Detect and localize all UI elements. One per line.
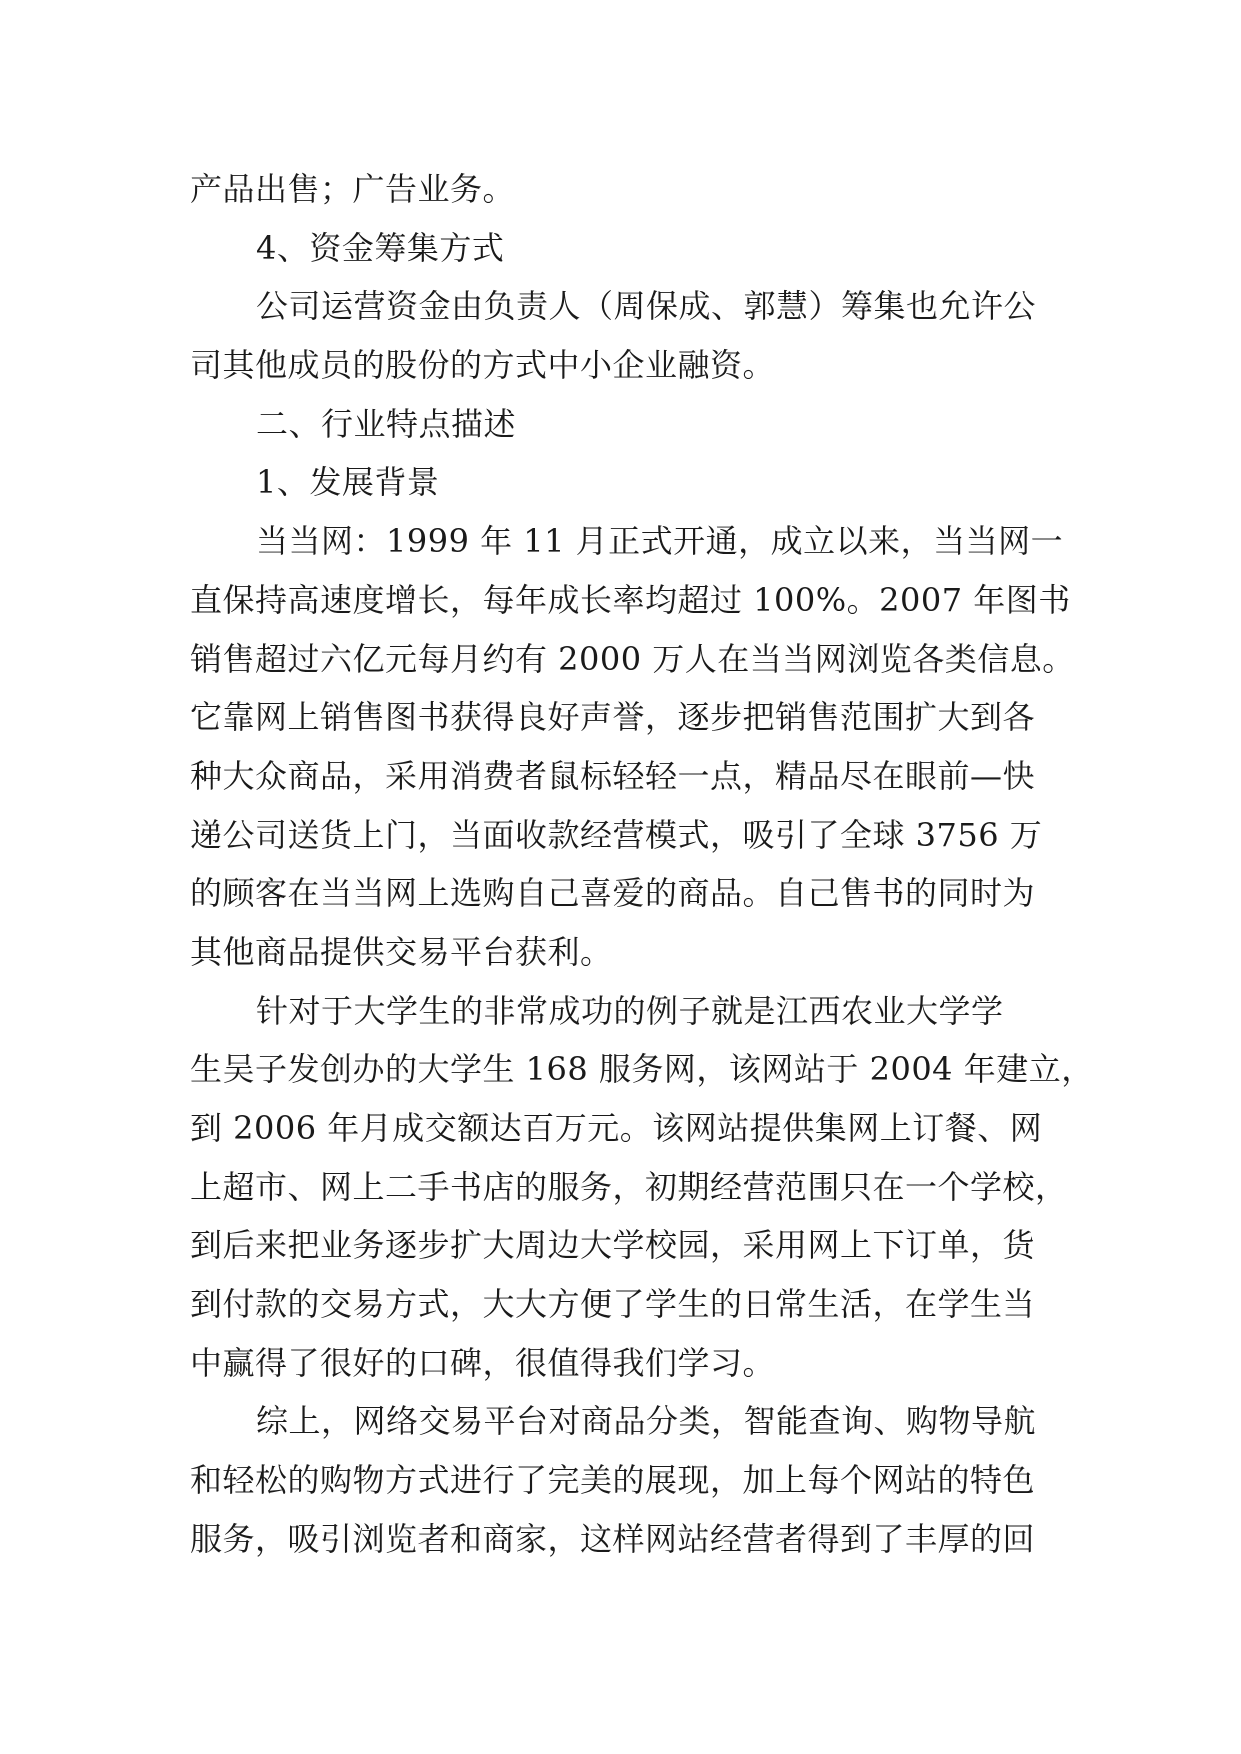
text-line: 的顾客在当当网上选购自己喜爱的商品。自己售书的同时为: [190, 874, 1036, 913]
text-line: 上超市、网上二手书店的服务，初期经营范围只在一个学校，: [190, 1167, 1068, 1206]
text-line: 其他商品提供交易平台获利。: [190, 932, 613, 971]
text-line: 当当网：1999 年 11 月正式开通，成立以来，当当网一: [256, 522, 1064, 561]
text-line: 直保持高速度增长，每年成长率均超过 100%。2007 年图书: [190, 580, 1071, 619]
text-line: 销售超过六亿元每月约有 2000 万人在当当网浏览各类信息。: [190, 639, 1075, 678]
text-line: 递公司送货上门，当面收款经营模式，吸引了全球 3756 万: [190, 815, 1043, 854]
text-line: 服务，吸引浏览者和商家，这样网站经营者得到了丰厚的回: [190, 1519, 1036, 1558]
section-heading: 二、行业特点描述: [256, 404, 517, 443]
text-line: 种大众商品，采用消费者鼠标轻轻一点，精品尽在眼前—快: [190, 756, 1036, 795]
text-line: 针对于大学生的非常成功的例子就是江西农业大学学: [256, 991, 1004, 1030]
text-line: 产品出售；广告业务。: [190, 170, 516, 208]
text-line: 到后来把业务逐步扩大周边大学校园，采用网上下订单，货: [190, 1226, 1036, 1265]
text-line: 司其他成员的股份的方式中小企业融资。: [190, 346, 776, 385]
text-line: 综上，网络交易平台对商品分类，智能查询、购物导航: [256, 1402, 1037, 1441]
text-line: 公司运营资金由负责人（周保成、郭慧）筹集也允许公: [256, 287, 1037, 326]
section-heading: 4、资金筹集方式: [256, 228, 505, 267]
text-line: 中赢得了很好的口碑，很值得我们学习。: [190, 1343, 776, 1382]
text-line: 到 2006 年月成交额达百万元。该网站提供集网上订餐、网: [190, 1109, 1043, 1147]
text-line: 和轻松的购物方式进行了完美的展现，加上每个网站的特色: [190, 1461, 1036, 1500]
text-line: 生吴子发创办的大学生 168 服务网，该网站于 2004 年建立，: [190, 1050, 1094, 1089]
text-line: 它靠网上销售图书获得良好声誉，逐步把销售范围扩大到各: [190, 698, 1036, 737]
section-heading: 1、发展背景: [256, 463, 440, 502]
text-line: 到付款的交易方式，大大方便了学生的日常生活，在学生当: [190, 1285, 1036, 1324]
document-body: [190, 160, 1094, 1569]
